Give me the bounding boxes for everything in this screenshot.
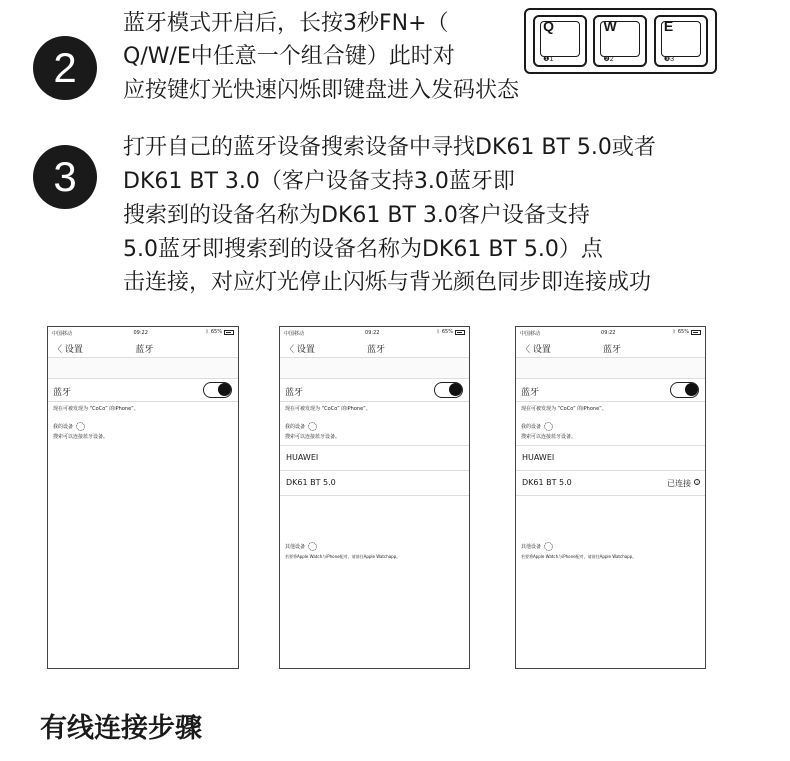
key-q-number: ❶1 [543, 56, 554, 63]
bluetooth-status-icon: ᛒ [436, 329, 440, 335]
bluetooth-status-icon: ᛒ [672, 329, 676, 335]
key-w [593, 15, 647, 67]
step-2-line-2: Q/W/E中任意一个组合键）此时对 [123, 44, 455, 69]
my-devices-label: 我的设备 [521, 424, 542, 430]
device-row-huawei[interactable] [280, 446, 469, 471]
loading-spinner-icon [308, 542, 317, 551]
step-2-line-1: 蓝牙模式开启后，长按3秒FN+（ [123, 11, 449, 36]
key-combo-illustration [524, 8, 717, 74]
step-3-badge: 3 [33, 145, 97, 209]
step-2-badge: 2 [33, 36, 97, 100]
key-e [654, 15, 708, 67]
pair-hint: 若要将Apple Watch与iPhone配对，请前往Apple Watchapp。 [285, 554, 401, 559]
carrier-label: 中国移动 [520, 331, 541, 337]
key-e-number: ❸3 [663, 56, 674, 63]
searching-text: 搜索可以连接蓝牙设备。 [516, 433, 705, 446]
my-devices-header [280, 422, 469, 431]
other-devices-header [516, 542, 705, 551]
loading-spinner-icon [544, 422, 553, 431]
step-3-line-2: DK61 BT 3.0（客户设备支持3.0蓝牙即 [123, 169, 515, 194]
device-row-dk61[interactable] [516, 471, 705, 496]
carrier-label: 中国移动 [284, 331, 305, 337]
battery-percent: 65% [441, 329, 453, 335]
battery-icon [691, 330, 701, 335]
nav-bar [516, 339, 705, 358]
device-name: HUAWEI [522, 453, 555, 462]
bluetooth-row [280, 379, 469, 402]
device-name: DK61 BT 5.0 [522, 478, 572, 487]
discoverable-text: 现在可被发现为 “CoCo” 的iPhone”。 [285, 406, 371, 412]
nav-title: 蓝牙 [602, 345, 621, 355]
bluetooth-row [48, 379, 238, 402]
bluetooth-label: 蓝牙 [53, 388, 72, 398]
clock: 09:22 [133, 330, 148, 336]
step-3-line-5: 击连接，对应灯光停止闪烁与背光颜色同步即连接成功 [123, 270, 652, 295]
loading-spinner-icon [308, 422, 317, 431]
step-3-line-4: 5.0蓝牙即搜索到的设备名称为DK61 BT 5.0）点 [123, 237, 603, 262]
status-bar [48, 327, 238, 339]
battery-percent: 65% [677, 329, 689, 335]
nav-bar [48, 339, 238, 358]
clock: 09:22 [601, 330, 616, 336]
bluetooth-toggle[interactable] [670, 382, 699, 398]
battery-icon [224, 330, 234, 335]
device-name: HUAWEI [286, 453, 319, 462]
carrier-label: 中国移动 [52, 331, 73, 337]
my-devices-header [516, 422, 705, 431]
step-3-line-1: 打开自己的蓝牙设备搜索设备中寻找DK61 BT 5.0或者 [123, 135, 656, 160]
key-w-number: ❷2 [603, 56, 614, 63]
bluetooth-label: 蓝牙 [285, 388, 304, 398]
clock: 09:22 [365, 330, 380, 336]
connection-status: 已连接 [667, 479, 691, 488]
bluetooth-toggle[interactable] [203, 382, 232, 398]
other-devices-header [280, 542, 469, 551]
status-bar [516, 327, 705, 339]
back-button[interactable]: 〈 设置 [285, 345, 315, 355]
device-name: DK61 BT 5.0 [286, 478, 336, 487]
section-heading: 有线连接步骤 [40, 713, 202, 744]
searching-text: 搜索可以连接蓝牙设备。 [280, 433, 469, 446]
back-button[interactable]: 〈 设置 [521, 345, 551, 355]
pair-hint: 若要将Apple Watch与iPhone配对，请前往Apple Watchapp。 [521, 554, 637, 559]
bluetooth-toggle[interactable] [434, 382, 463, 398]
loading-spinner-icon [544, 542, 553, 551]
discoverable-text: 现在可被发现为 “CoCo” 的iPhone”。 [53, 406, 139, 412]
discoverable-text: 现在可被发现为 “CoCo” 的iPhone”。 [521, 406, 607, 412]
info-icon[interactable]: i [694, 479, 700, 485]
nav-title: 蓝牙 [366, 345, 385, 355]
my-devices-header [48, 422, 238, 431]
device-row-huawei[interactable] [516, 446, 705, 471]
bluetooth-status-icon: ᛒ [205, 329, 209, 335]
step-3-line-3: 搜索到的设备名称为DK61 BT 3.0客户设备支持 [123, 203, 590, 228]
my-devices-label: 我的设备 [285, 424, 306, 430]
key-q [533, 15, 587, 67]
step-2-line-3: 应按键灯光快速闪烁即键盘进入发码状态 [123, 78, 520, 103]
bluetooth-row [516, 379, 705, 402]
status-bar [280, 327, 469, 339]
battery-percent: 65% [210, 329, 222, 335]
nav-title: 蓝牙 [135, 345, 154, 355]
key-q-letter: Q [543, 18, 555, 34]
back-button[interactable]: 〈 设置 [53, 345, 83, 355]
bluetooth-label: 蓝牙 [521, 388, 540, 398]
battery-icon [455, 330, 465, 335]
key-w-letter: W [603, 18, 617, 34]
key-e-letter: E [663, 18, 674, 34]
nav-bar [280, 339, 469, 358]
other-devices-label: 其他设备 [285, 544, 306, 550]
loading-spinner-icon [76, 422, 85, 431]
phone-screen-2 [279, 326, 470, 669]
phone-screen-1 [47, 326, 239, 669]
phone-screen-3 [515, 326, 706, 669]
device-row-dk61[interactable] [280, 471, 469, 496]
other-devices-label: 其他设备 [521, 544, 542, 550]
my-devices-label: 我的设备 [53, 424, 74, 430]
searching-text: 搜索可以连接蓝牙设备。 [53, 434, 109, 440]
